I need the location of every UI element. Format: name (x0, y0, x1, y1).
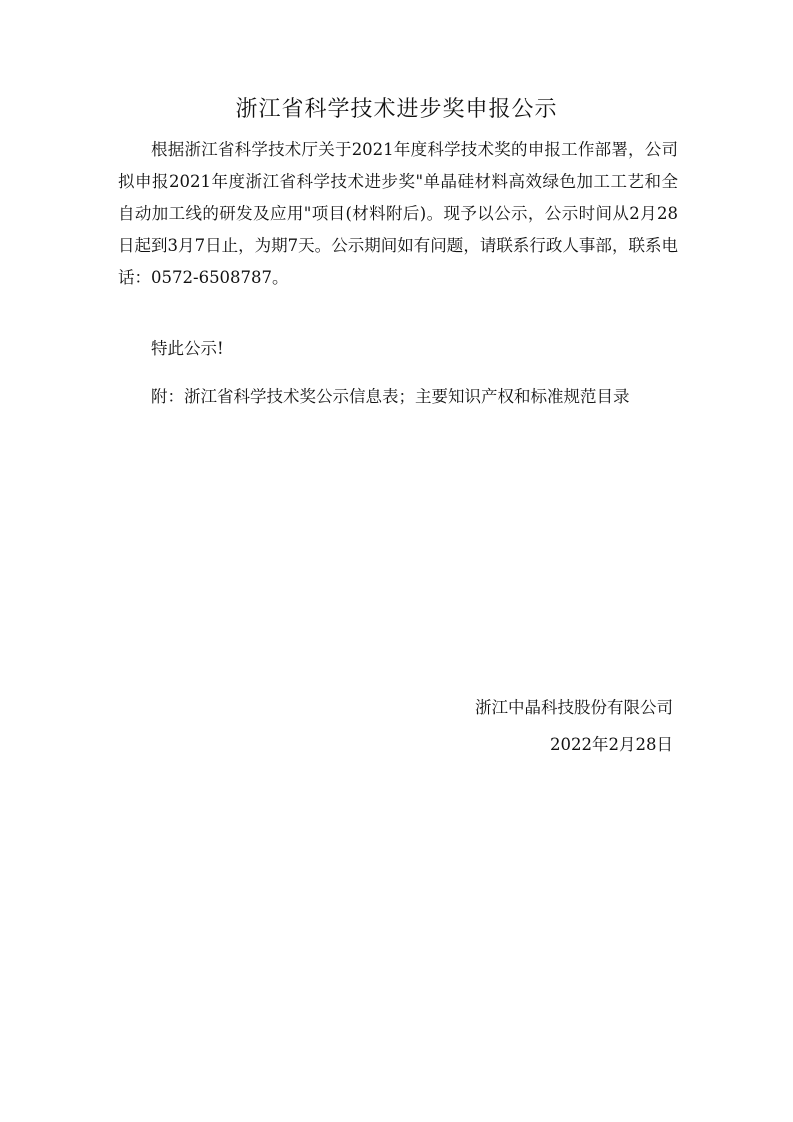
closing-line: 特此公示! (151, 339, 224, 358)
body-paragraph: 根据浙江省科学技术厅关于2021年度科学技术奖的申报工作部署，公司拟申报2021年度浙江省科学技术进步奖"单晶硅材料高效绿色加工工艺和全自动加工线的研发及应用"项目(材料附后)。现予以公示，公示时间从2月28日起到3月7日止，为期7天。公示期间如有问题，请联系行政人事部，联系电话：0572-6508787。 (118, 140, 678, 287)
company-signature: 浙江中晶科技股份有限公司 (475, 698, 673, 717)
signature-date: 2022年2月28日 (550, 735, 673, 754)
attachment-note: 附：浙江省科学技术奖公示信息表；主要知识产权和标准规范目录 (151, 387, 630, 406)
document-title: 浙江省科学技术进步奖申报公示 (235, 97, 558, 122)
